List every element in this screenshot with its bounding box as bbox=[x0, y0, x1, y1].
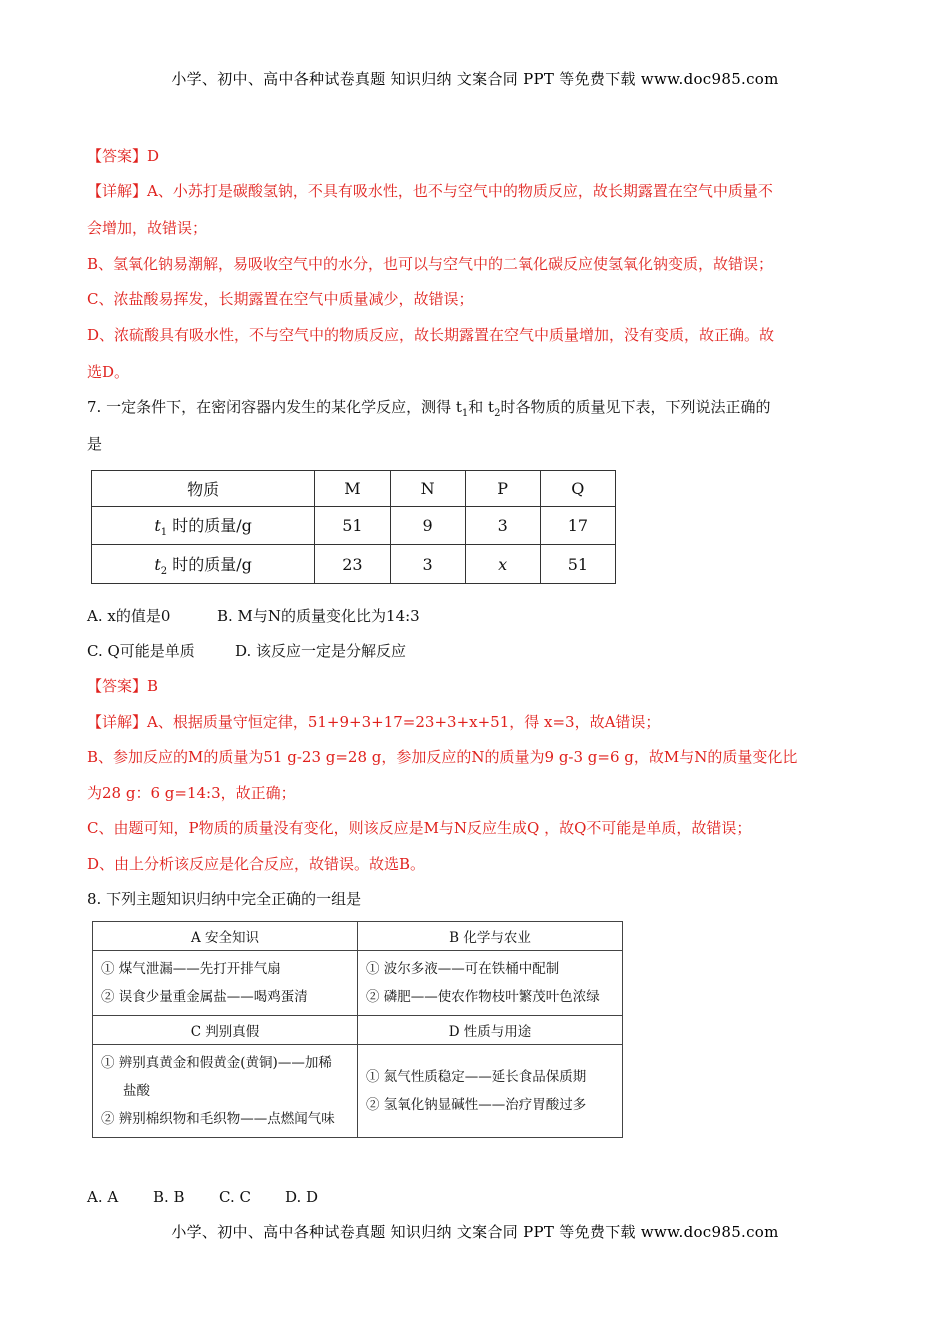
table-header-cell: 物质 bbox=[92, 471, 315, 507]
table-cell: 23 bbox=[315, 545, 390, 584]
row-label-t: t bbox=[154, 515, 161, 535]
table-header-cell: P bbox=[465, 471, 540, 507]
group-d-content bbox=[358, 1045, 623, 1138]
q7-stem bbox=[87, 396, 770, 425]
group-d-item-2: ② 氢氧化钠显碱性——治疗胃酸过多 bbox=[366, 1097, 587, 1113]
q6-detail-line2: 会增加，故错误； bbox=[87, 219, 208, 237]
table-row-label bbox=[92, 506, 315, 545]
q7-options-row1 bbox=[87, 605, 420, 627]
table-row-label bbox=[92, 545, 315, 584]
q7-detail-b-line2: 为28 g：6 g=14:3，故正确； bbox=[87, 784, 296, 802]
q7-detail-c: C、由题可知，P物质的质量没有变化，则该反应是M与N反应生成Q ，故Q不可能是单质，故错误； bbox=[87, 819, 752, 837]
q7-answer: 【答案】B bbox=[87, 677, 159, 695]
q8-option-d: D. D bbox=[285, 1188, 319, 1206]
page-header: 小学、初中、高中各种试卷真题 知识归纳 文案合同 PPT 等免费下载 www.doc985.com bbox=[171, 70, 779, 88]
q8-stem: 8. 下列主题知识归纳中完全正确的一组是 bbox=[87, 890, 362, 908]
q7-option-c: C. Q可能是单质 bbox=[87, 642, 195, 660]
group-c-item-1-cont: 盐酸 bbox=[123, 1083, 150, 1099]
table-row bbox=[92, 506, 616, 545]
page-footer: 小学、初中、高中各种试卷真题 知识归纳 文案合同 PPT 等免费下载 www.doc985.com bbox=[171, 1223, 779, 1241]
group-b-content bbox=[358, 951, 623, 1016]
group-a-item-1: ① 煤气泄漏——先打开排气扇 bbox=[101, 961, 281, 977]
table-cell: 3 bbox=[465, 506, 540, 545]
q6-detail-line1: 【详解】A、小苏打是碳酸氢钠，不具有吸水性，也不与空气中的物质反应，故长期露置在空气中质量不 bbox=[87, 182, 773, 200]
q7-detail-a: 【详解】A、根据质量守恒定律，51+9+3+17=23+3+x+51，得 x=3，故A错误； bbox=[87, 713, 661, 731]
table-cell: x bbox=[465, 545, 540, 584]
q7-detail-b-line1: B、参加反应的M的质量为51 g-23 g=28 g，参加反应的N的质量为9 g-3 g=6 g，故M与N的质量变化比 bbox=[87, 748, 798, 766]
q6-option-b-explanation: B、氢氧化钠易潮解，易吸收空气中的水分，也可以与空气中的二氧化碳反应使氢氧化钠变质，故错误； bbox=[87, 255, 774, 273]
table-header-cell: M bbox=[315, 471, 390, 507]
table-row bbox=[93, 1045, 623, 1138]
group-b-title: B 化学与农业 bbox=[358, 922, 623, 951]
q8-option-a: A. A bbox=[87, 1188, 119, 1206]
table-cell: 17 bbox=[540, 506, 615, 545]
q6-option-d-explanation-line1: D、浓硫酸具有吸水性，不与空气中的物质反应，故长期露置在空气中质量增加，没有变质，故正确。故 bbox=[87, 326, 775, 344]
q6-option-d-explanation-line2: 选D。 bbox=[87, 363, 130, 381]
group-b-item-1: ① 波尔多液——可在铁桶中配制 bbox=[366, 961, 560, 977]
group-c-item-2: ② 辨别棉织物和毛织物——点燃闻气味 bbox=[101, 1111, 335, 1127]
q8-option-c: C. C bbox=[219, 1188, 251, 1206]
q7-option-b: B. M与N的质量变化比为14:3 bbox=[217, 607, 420, 625]
table-header-row bbox=[92, 471, 616, 507]
group-d-item-1: ① 氮气性质稳定——延长食品保质期 bbox=[366, 1069, 587, 1085]
group-c-item-1: ① 辨别真黄金和假黄金(黄铜)——加稀 bbox=[101, 1055, 332, 1071]
table-header-cell: Q bbox=[540, 471, 615, 507]
row-label-t: t bbox=[154, 554, 161, 574]
table-row bbox=[92, 545, 616, 584]
q7-options-row2 bbox=[87, 640, 406, 662]
row-label-sub: 2 bbox=[160, 565, 168, 577]
group-a-title: A 安全知识 bbox=[93, 922, 358, 951]
q7-sub-2: 2 bbox=[494, 408, 501, 419]
group-c-title: C 判别真假 bbox=[93, 1016, 358, 1045]
group-a-content bbox=[93, 951, 358, 1016]
group-c-content bbox=[93, 1045, 358, 1138]
row-label-text: 时的质量/g bbox=[167, 554, 252, 574]
group-a-item-2: ② 误食少量重金属盐——喝鸡蛋清 bbox=[101, 989, 308, 1005]
q6-answer: 【答案】D bbox=[87, 147, 160, 165]
q7-detail-d: D、由上分析该反应是化合反应，故错误。故选B。 bbox=[87, 855, 426, 873]
row-label-sub: 1 bbox=[160, 526, 168, 538]
table-row bbox=[93, 951, 623, 1016]
q7-stem-part2: 和 t bbox=[468, 398, 495, 416]
q8-options bbox=[87, 1186, 318, 1208]
q7-stem-line2: 是 bbox=[87, 435, 103, 453]
group-b-item-2: ② 磷肥——使农作物枝叶繁茂叶色浓绿 bbox=[366, 989, 600, 1005]
q7-mass-table bbox=[91, 470, 616, 584]
row-label-text: 时的质量/g bbox=[167, 515, 252, 535]
q7-option-d: D. 该反应一定是分解反应 bbox=[235, 642, 407, 660]
q7-stem-part1: 7. 一定条件下，在密闭容器内发生的某化学反应，测得 t bbox=[87, 398, 462, 416]
table-row bbox=[93, 1016, 623, 1045]
table-cell: 51 bbox=[540, 545, 615, 584]
q7-sub-1: 1 bbox=[461, 408, 469, 419]
q8-knowledge-table bbox=[92, 921, 623, 1138]
table-cell: 51 bbox=[315, 506, 390, 545]
table-cell: 3 bbox=[390, 545, 465, 584]
table-cell: 9 bbox=[390, 506, 465, 545]
q6-option-c-explanation: C、浓盐酸易挥发，长期露置在空气中质量减少，故错误； bbox=[87, 290, 474, 308]
table-header-cell: N bbox=[390, 471, 465, 507]
q7-stem-part3: 时各物质的质量见下表，下列说法正确的 bbox=[500, 398, 771, 416]
group-d-title: D 性质与用途 bbox=[358, 1016, 623, 1045]
q8-option-b: B. B bbox=[153, 1188, 185, 1206]
table-row bbox=[93, 922, 623, 951]
q7-option-a: A. x的值是0 bbox=[87, 607, 171, 625]
